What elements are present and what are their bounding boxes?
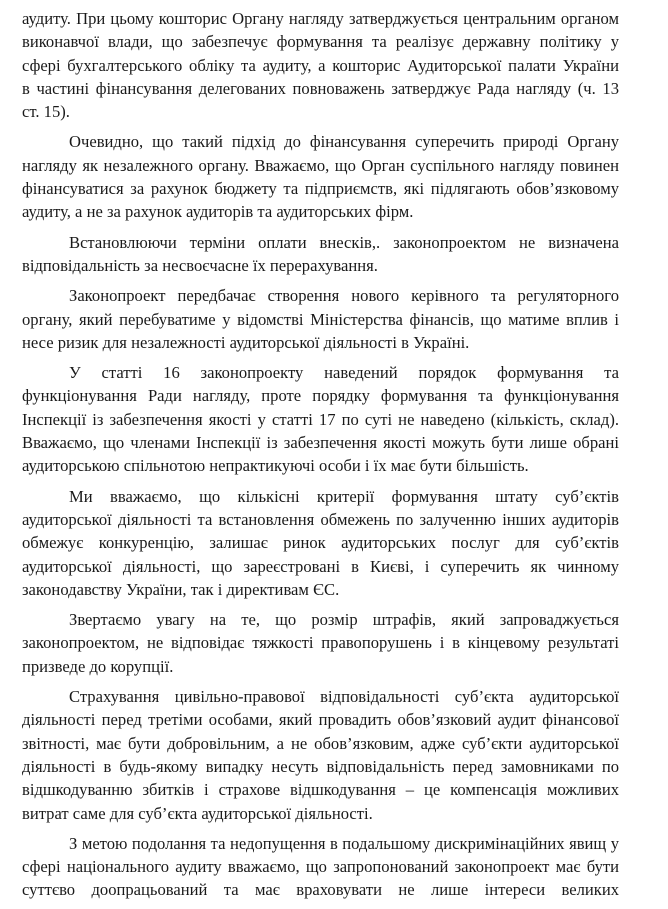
text-line: нагляду як незалежного органу. Вважаємо, що Орган суспільного нагляду повинен	[22, 155, 619, 175]
text-line: законодавству України, так і директивам ЄС.	[22, 579, 340, 599]
text-line: звітності, має бути добровільним, а не обов’язковим, адже суб’єкти аудиторської	[22, 733, 619, 753]
text-line: відшкодуванню збитків і страхове відшкодування – це компенсація можливих	[22, 780, 619, 800]
text-line: аудиторською спільнотою непрактикуючі особи і їх має бути більшість.	[22, 456, 529, 476]
text-line: сфері бухгалтерського обліку та аудиту, а кошторис Аудиторської палати України	[22, 55, 619, 75]
text-line: ст. 15).	[22, 102, 70, 122]
paragraph	[22, 361, 619, 477]
paragraph	[22, 485, 619, 601]
text-line: діяльності перед третіми особами, який провадить обов’язковий аудит фінансової	[22, 710, 619, 730]
text-line: Інспекції із забезпечення якості у статті 17 по суті не наведено (кількість, склад).	[22, 409, 619, 429]
text-line: Вважаємо, що членами Інспекції із забезпечення якості можуть бути лише обрані	[22, 433, 619, 453]
text-line: несе ризик для незалежності аудиторської діяльності в Україні.	[22, 332, 470, 352]
text-line: фінансуватися за рахунок бюджету та підприємств, які підлягають обов’язковому	[22, 179, 619, 199]
text-line: суттєво доопрацьований та має враховувати не лише інтереси великих	[22, 880, 619, 900]
text-line: функціонування Ради нагляду, проте порядку формування та функціонування	[22, 386, 619, 406]
text-line: органу, який перебуватиме у відомстві Міністерства фінансів, що матиме вплив і	[22, 309, 619, 329]
text-line: витрат саме для суб’єкта аудиторської діяльності.	[22, 803, 373, 823]
text-line: сфері національного аудиту вважаємо, що запропонований законопроект має бути	[22, 857, 619, 877]
text-line: призведе до корупції.	[22, 656, 174, 676]
text-line: З метою подолання та недопущення в подальшому дискримінаційних явищ у	[69, 833, 619, 853]
text-line: Очевидно, що такий підхід до фінансування суперечить природі Органу	[69, 132, 619, 152]
text-line: законопроектом, не відповідає тяжкості правопорушень і в кінцевому результаті	[22, 633, 619, 653]
text-line: діяльності в будь-якому випадку несуть відповідальність перед замовниками по	[22, 756, 619, 776]
text-line: відповідальність за несвоєчасне їх перерахування.	[22, 255, 378, 275]
text-line: аудиту, а не за рахунок аудиторів та аудиторських фірм.	[22, 202, 414, 222]
paragraph	[22, 284, 619, 354]
text-line: У статті 16 законопроекту наведений порядок формування та	[69, 363, 619, 383]
document-page	[22, 7, 619, 909]
text-line: в частині фінансування делегованих повноважень затверджує Рада нагляду (ч. 13	[22, 78, 619, 98]
paragraph	[22, 685, 619, 825]
paragraph	[22, 130, 619, 223]
text-line: Звертаємо увагу на те, що розмір штрафів, який запроваджується	[69, 610, 619, 630]
text-line: аудиту. При цьому кошторис Органу нагляду затверджується центральним органом	[22, 9, 619, 28]
paragraph	[22, 608, 619, 678]
text-line: Ми вважаємо, що кількісні критерії формування штату суб’єктів	[69, 486, 619, 506]
text-line: Страхування цивільно-правової відповідальності суб’єкта аудиторської	[69, 687, 619, 707]
paragraph	[22, 832, 619, 902]
paragraph	[22, 7, 619, 123]
text-line: Встановлюючи терміни оплати внесків,. законопроектом не визначена	[69, 232, 619, 252]
text-line: обмежує конкуренцію, залишає ринок аудиторських послуг для суб’єктів	[22, 533, 619, 553]
text-line: виконавчої влади, що забезпечує формування та реалізує державну політику у	[22, 32, 619, 52]
paragraph	[22, 231, 619, 278]
text-line: Законопроект передбачає створення нового керівного та регуляторного	[69, 286, 619, 306]
text-line: аудиторської діяльності, що зареєстровані в Києві, і суперечить як чинному	[22, 556, 619, 576]
text-line: аудиторської діяльності та встановлення обмежень по залученню інших аудиторів	[22, 509, 619, 529]
